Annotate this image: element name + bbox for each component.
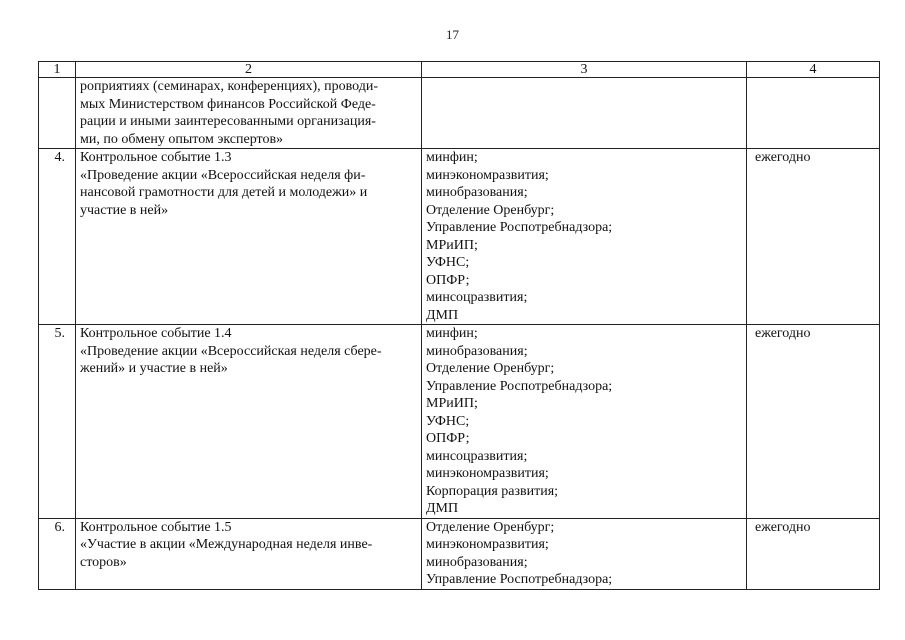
responsible-cell xyxy=(422,325,747,519)
event-text-line: участие в ней» xyxy=(80,202,169,218)
responsible-item: минобразования; xyxy=(426,343,528,359)
column-header-1: 1 xyxy=(39,62,76,78)
responsible-item: минсоцразвития; xyxy=(426,290,528,305)
responsible-item: минэкономразвития; xyxy=(426,167,549,183)
event-cell xyxy=(76,149,422,325)
event-text-line: ми, по обмену опытом экспертов» xyxy=(80,131,284,147)
responsible-item: ОПФР; xyxy=(426,431,470,446)
plan-table xyxy=(38,61,880,590)
row-number: 5. xyxy=(39,325,76,519)
responsible-item: минэкономразвития; xyxy=(426,537,549,552)
event-text-line: нансовой грамотности для детей и молодежи» и xyxy=(80,185,368,200)
responsible-item: Отделение Оренбург; xyxy=(426,202,555,218)
responsible-item: Корпорация развития; xyxy=(426,483,559,499)
term-cell: ежегодно xyxy=(747,518,880,589)
responsible-item: Управление Роспотребнадзора; xyxy=(426,220,613,235)
event-cell xyxy=(76,518,422,589)
responsible-cell xyxy=(422,149,747,325)
table-row-4 xyxy=(39,149,880,325)
event-text-line: рации и иными заинтересованными организация- xyxy=(80,114,376,129)
table-header-row xyxy=(39,62,880,78)
page-number: 17 xyxy=(446,27,459,42)
event-text-line: «Проведение акции «Всероссийская неделя фи- xyxy=(80,167,366,183)
responsible-item: минсоцразвития; xyxy=(426,448,528,464)
event-text-line: мых Министерством финансов Российской Феде- xyxy=(80,96,376,112)
responsible-item: ОПФР; xyxy=(426,272,470,288)
event-cell xyxy=(76,325,422,519)
responsible-item: минфин; xyxy=(426,326,478,341)
responsible-cell xyxy=(422,518,747,589)
event-text-line: жений» и участие в ней» xyxy=(80,361,228,376)
responsible-item: минобразования; xyxy=(426,185,528,200)
event-text-line: «Проведение акции «Всероссийская неделя сбере- xyxy=(80,343,382,359)
responsible-item: МРиИП; xyxy=(426,237,478,253)
event-title: Контрольное событие 1.5 xyxy=(80,519,232,535)
responsible-item: минфин; xyxy=(426,150,478,165)
responsible-item: УФНС; xyxy=(426,413,470,429)
term-cell: ежегодно xyxy=(747,325,880,519)
table-row-5 xyxy=(39,325,880,519)
responsible-item: минобразования; xyxy=(426,554,528,570)
responsible-item: УФНС; xyxy=(426,255,470,270)
column-header-2: 2 xyxy=(76,62,422,78)
row-number: 4. xyxy=(39,149,76,325)
responsible-item: Управление Роспотребнадзора; xyxy=(426,572,613,587)
event-text-line: «Участие в акции «Международная неделя инве- xyxy=(80,537,373,552)
responsible-item: Отделение Оренбург; xyxy=(426,361,555,376)
row-number-cell xyxy=(39,78,76,149)
responsible-item: Управление Роспотребнадзора; xyxy=(426,378,613,394)
event-title: Контрольное событие 1.3 xyxy=(80,150,232,165)
responsible-item: ДМП xyxy=(426,501,459,516)
table-row-continuation xyxy=(39,78,880,149)
event-title: Контрольное событие 1.4 xyxy=(80,326,232,341)
column-header-3: 3 xyxy=(422,62,747,78)
responsible-item: ДМП xyxy=(426,307,459,323)
event-cell xyxy=(76,78,422,149)
event-text-line: роприятиях (семинарах, конференциях), проводи- xyxy=(80,79,379,94)
table-row-6 xyxy=(39,518,880,589)
responsible-item: МРиИП; xyxy=(426,396,478,411)
row-number: 6. xyxy=(39,518,76,589)
responsible-cell xyxy=(422,78,747,149)
term-cell: ежегодно xyxy=(747,149,880,325)
responsible-item: Отделение Оренбург; xyxy=(426,519,555,535)
column-header-4: 4 xyxy=(747,62,880,78)
event-text-line: сторов» xyxy=(80,554,127,570)
responsible-item: минэкономразвития; xyxy=(426,466,549,481)
term-cell xyxy=(747,78,880,149)
